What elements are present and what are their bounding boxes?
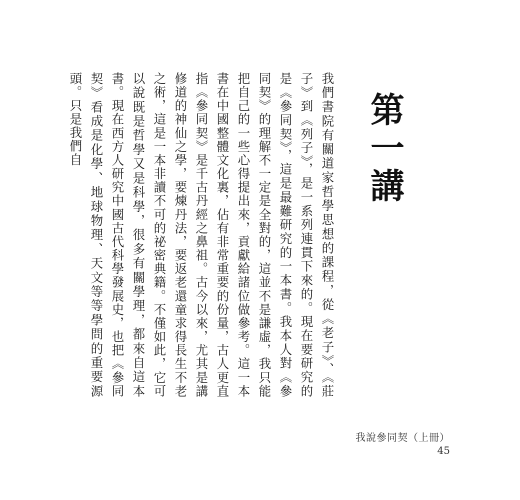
page-number: 45	[437, 446, 450, 457]
chapter-title: 第一講	[364, 92, 404, 206]
running-footer-book-title: 我說參同契（上冊）	[355, 433, 450, 444]
page-footer	[356, 432, 451, 458]
body-paragraph	[68, 72, 338, 398]
body-paragraph-text: 我們書院有關道家哲學思想的課程，從《老子》、《莊子》到《列子》，是一系列連貫下來的。現在要研究的是《參同契》，這是最難研究的一本書。我本人對《參同契》的理解不一定是全對的，這並不是謙虛，我只能把自己的一些心得提出來，貢獻給諸位做參考。這一本書在中國整體文化裏，佔有非常重要的份量，古人更直指《參同契》是千古丹經之鼻祖。古今以來，尤其是講修道的神仙之學，要煉丹法，要返老還童求得長生不老之術，這是一本非讀不可的祕密典籍。不僅如此，它可以說既是哲學又是科學，很多有關學理，都來自這本書。現在西方人研究中國古代科學發展史，也把《參同契》看成是化學、地球物理、天文等等學問的重要源頭。只是我們自	[68, 72, 335, 398]
